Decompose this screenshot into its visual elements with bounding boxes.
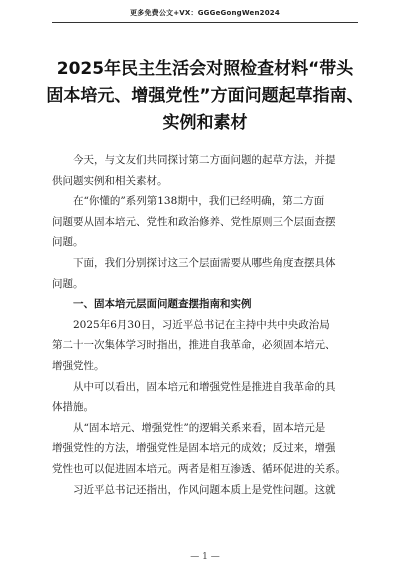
paragraph-line: 问题。 bbox=[52, 236, 84, 249]
page-number: — 1 — bbox=[190, 552, 220, 562]
paragraph-line: 党性也可以促进固本培元。两者是相互渗透、循环促进的关系。 bbox=[52, 462, 346, 475]
title-line: 固本培元、增强党性”方面问题起草指南、 bbox=[46, 86, 364, 106]
paragraph-line: 体措施。 bbox=[52, 401, 94, 414]
paragraph-line: 问题。 bbox=[52, 277, 84, 290]
paragraph-line: 增强党性。 bbox=[52, 359, 105, 372]
paragraph-line: 习近平总书记还指出，作风问题本质上是党性问题。这就 bbox=[73, 483, 336, 496]
header-note: 更多免费公文+VX：GGGeGongWen2024 bbox=[130, 9, 280, 17]
document-title bbox=[40, 56, 370, 137]
paragraph-line: 2025年6月30日，习近平总书记在主持中共中央政治局 bbox=[73, 318, 330, 331]
title-line: 2025年民主生活会对照检查材料“带头 bbox=[56, 59, 354, 79]
paragraph-line: 在“你懂的”系列第138期中，我们已经明确，第二方面 bbox=[73, 195, 325, 208]
paragraph-line: 下面，我们分别探讨这三个层面需要从哪些角度查摆具体 bbox=[73, 256, 336, 269]
title-line: 实例和素材 bbox=[162, 113, 248, 133]
paragraph-line: 增强党性的方法，增强党性是固本培元的成效；反过来，增强 bbox=[52, 442, 336, 455]
paragraph-line: 从中可以看出，固本培元和增强党性是推进自我革命的具 bbox=[73, 380, 336, 393]
paragraph-line: 供问题实例和相关素材。 bbox=[52, 174, 168, 187]
paragraph-line: 从“固本培元、增强党性”的逻辑关系来看，固本培元是 bbox=[73, 421, 326, 434]
document-body bbox=[52, 150, 358, 500]
header-divider bbox=[52, 22, 358, 23]
section-heading: 一、固本培元层面问题查摆指南和实例 bbox=[73, 298, 252, 311]
paragraph-line: 问题要从固本培元、党性和政治修养、党性原则三个层面查摆 bbox=[52, 215, 336, 228]
paragraph-line: 今天，与文友们共同探讨第二方面问题的起草方法，并提 bbox=[73, 154, 336, 166]
paragraph-line: 第二十一次集体学习时指出，推进自我革命，必须固本培元、 bbox=[52, 339, 336, 352]
